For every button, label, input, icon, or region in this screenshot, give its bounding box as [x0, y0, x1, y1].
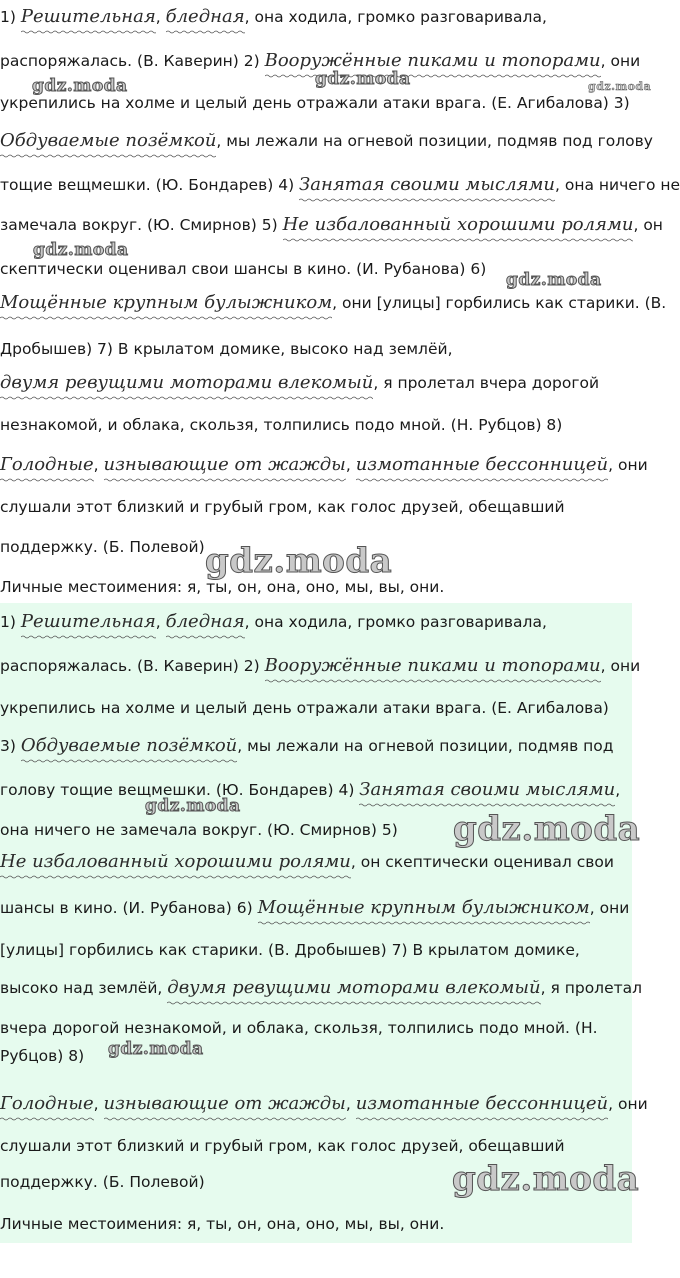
text-segment: , я пролетал [540, 979, 643, 997]
participial-phrase: Вооружённые пиками и топорами [265, 655, 601, 683]
participial-phrase: бледная [166, 6, 245, 34]
text-segment: , [93, 456, 104, 474]
text-line [0, 128, 653, 154]
text-line [0, 1133, 565, 1159]
text-line [0, 609, 547, 635]
text-segment: , они [улицы] горбились как старики. (В. [332, 294, 667, 312]
text-line [0, 849, 614, 875]
text-segment: , она ничего не [555, 176, 680, 194]
text-line [0, 172, 680, 198]
text-segment: голову тощие вещмешки. (Ю. Бондарев) 4) [0, 781, 360, 799]
watermark: gdz.moda [33, 240, 129, 260]
text-segment: вчера дорогой незнакомой, и облака, скользя, толпились подо мной. (Н. [0, 1019, 598, 1037]
text-segment: Дробышев) 7) В крылатом домике, высоко над землёй, [0, 340, 453, 358]
watermark: gdz.moda [315, 69, 411, 89]
text-segment: [улицы] горбились как старики. (В. Дробышев) 7) В крылатом домике, [0, 941, 580, 959]
text-segment: , мы лежали на огневой позиции, подмяв под голову [216, 132, 653, 150]
text-line [0, 817, 398, 843]
text-segment: замечала вокруг. (Ю. Смирнов) 5) [0, 216, 283, 234]
text-segment: , они [608, 456, 648, 474]
participial-phrase: бледная [166, 611, 245, 639]
text-line [0, 1043, 84, 1069]
text-segment: укрепились на холме и целый день отражали атаки врага. (Е. Агибалова) [0, 699, 609, 717]
watermark: gdz.moda [506, 270, 602, 290]
text-segment: , они [608, 1095, 648, 1113]
text-segment: незнакомой, и облака, скользя, толпились подо мной. (Н. Рубцов) 8) [0, 416, 563, 434]
text-segment: поддержку. (Б. Полевой) [0, 1173, 205, 1191]
text-segment: 3) [0, 737, 21, 755]
watermark: gdz.moda [108, 1039, 204, 1059]
participial-phrase: изнывающие от жажды [104, 454, 346, 482]
text-segment: , я пролетал вчера дорогой [373, 374, 600, 392]
text-segment: высоко над землёй, [0, 979, 168, 997]
watermark: gdz.moda [453, 809, 641, 849]
text-line [0, 412, 562, 438]
participial-phrase: Мощённые крупным булыжником [0, 292, 332, 320]
text-line [0, 534, 205, 560]
watermark: gdz.moda [145, 796, 241, 816]
text-segment: , [93, 1095, 104, 1113]
text-line [0, 494, 565, 520]
text-segment: слушали этот близкий и грубый гром, как голос друзей, обещавший [0, 498, 565, 516]
text-segment: слушали этот близкий и грубый гром, как голос друзей, обещавший [0, 1137, 565, 1155]
text-segment: , она ходила, громко разговаривала, [244, 613, 547, 631]
text-segment: , они [600, 52, 641, 70]
text-line [0, 4, 547, 30]
participial-phrase: измотанные бессонницей [356, 454, 608, 482]
text-segment: 1) [0, 8, 21, 26]
participial-phrase: измотанные бессонницей [356, 1093, 608, 1121]
text-line [0, 937, 580, 963]
participial-phrase: Решительная [21, 611, 156, 639]
watermark: gdz.moda [32, 76, 128, 96]
text-segment: , [615, 781, 621, 799]
watermark: gdz.moda [452, 1159, 640, 1199]
participial-phrase: Занятая своими мыслями [359, 779, 615, 807]
text-line [0, 452, 648, 478]
answer-text-block [0, 603, 648, 1243]
text-segment: она ничего не замечала вокруг. (Ю. Смирнов) 5) [0, 821, 398, 839]
participial-phrase: Решительная [21, 6, 156, 34]
text-segment: Рубцов) 8) [0, 1047, 85, 1065]
text-segment: Личные местоимения: я, ты, он, она, оно, мы, вы, они. [0, 578, 445, 596]
text-segment: поддержку. (Б. Полевой) [0, 538, 205, 556]
watermark: gdz.moda [588, 80, 652, 93]
text-line [0, 1015, 598, 1041]
text-line [0, 777, 620, 803]
text-segment: распоряжалась. (В. Каверин) 2) [0, 657, 265, 675]
text-line [0, 1169, 205, 1195]
text-segment: распоряжалась. (В. Каверин) 2) [0, 52, 265, 70]
text-segment: скептически оценивал свои шансы в кино. (И. Рубанова) 6) [0, 260, 487, 278]
participial-phrase: Обдуваемые позёмкой [21, 735, 237, 763]
text-line [0, 212, 663, 238]
participial-phrase: изнывающие от жажды [104, 1093, 346, 1121]
text-line [0, 895, 629, 921]
text-segment: шансы в кино. (И. Рубанова) 6) [0, 899, 258, 917]
text-segment: , [155, 8, 166, 26]
text-line [0, 370, 599, 396]
participial-phrase: Мощённые крупным булыжником [258, 897, 590, 925]
text-segment: , [155, 613, 166, 631]
participial-phrase: Обдуваемые позёмкой [0, 130, 216, 158]
text-line [0, 290, 666, 316]
participial-phrase: двумя ревущими моторами влекомый [0, 372, 373, 400]
participial-phrase: Не избалованный хорошими ролями [283, 214, 634, 242]
text-segment: тощие вещмешки. (Ю. Бондарев) 4) [0, 176, 300, 194]
text-line [0, 336, 453, 362]
text-line [0, 1091, 648, 1117]
text-segment: , он скептически оценивал свои [350, 853, 614, 871]
text-segment: , они [600, 657, 641, 675]
participial-phrase: Занятая своими мыслями [299, 174, 555, 202]
text-segment: , они [589, 899, 630, 917]
text-line [0, 695, 609, 721]
participial-phrase: двумя ревущими моторами влекомый [167, 977, 540, 1005]
text-line [0, 653, 640, 679]
participial-phrase: Голодные [0, 454, 94, 482]
watermark: gdz.moda [205, 541, 393, 581]
text-segment: , [345, 456, 356, 474]
participial-phrase: Голодные [0, 1093, 94, 1121]
text-segment: , она ходила, громко разговаривала, [244, 8, 547, 26]
participial-phrase: Вооружённые пиками и топорами [265, 50, 601, 78]
participial-phrase: Не избалованный хорошими ролями [0, 851, 351, 879]
text-segment: , [345, 1095, 356, 1113]
text-segment: укрепились на холме и целый день отражали атаки врага. (Е. Агибалова) 3) [0, 94, 630, 112]
text-segment: , он [633, 216, 663, 234]
text-segment: Личные местоимения: я, ты, он, она, оно, мы, вы, они. [0, 1215, 445, 1233]
text-segment: , мы лежали на огневой позиции, подмяв под [237, 737, 614, 755]
text-line [0, 1211, 444, 1237]
text-line [0, 975, 642, 1001]
text-line [0, 733, 614, 759]
text-segment: 1) [0, 613, 21, 631]
